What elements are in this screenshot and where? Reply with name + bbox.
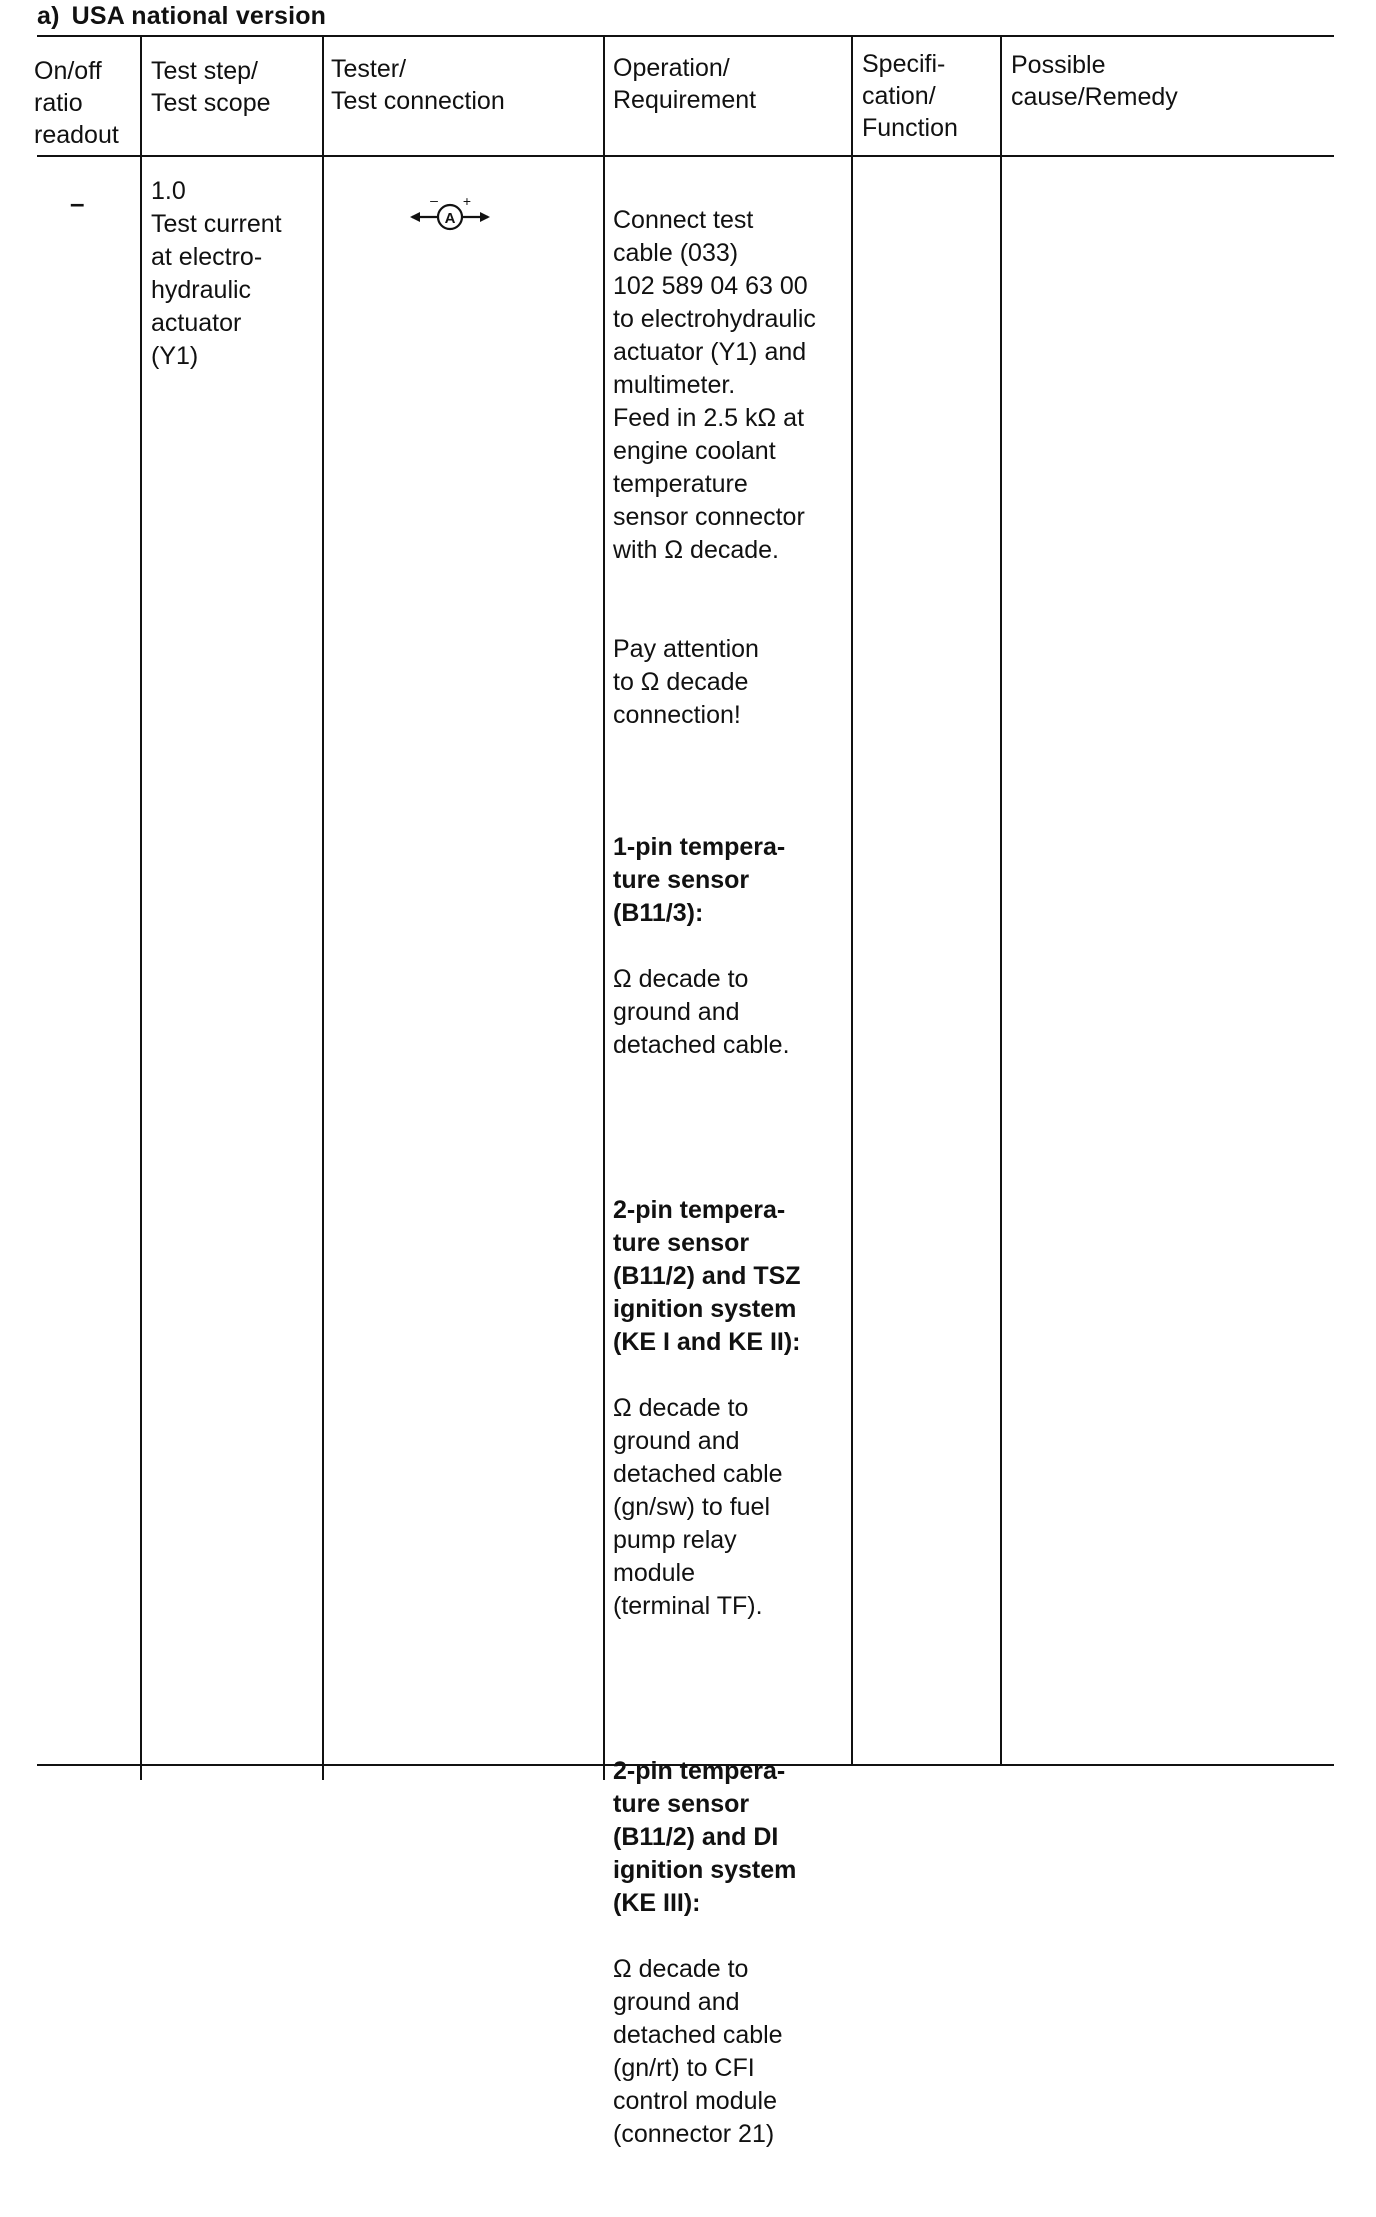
sensor-case-3 (613, 1722, 849, 2184)
sensor-case-1 (613, 798, 849, 1095)
sensor-case-2 (613, 1161, 849, 1656)
column-divider-3 (603, 35, 605, 1780)
sensor-case-1-heading: 1-pin tempera- ture sensor (B11/3): (613, 833, 786, 927)
header-remedy: Possible cause/Remedy (1011, 51, 1178, 111)
header-bottom-rule (37, 155, 1334, 157)
operation-cell (613, 171, 849, 2217)
readout-value: – (70, 188, 85, 218)
table-top-rule (37, 35, 1334, 37)
test-step-cell: 1.0 Test current at electro- hydraulic actuator (Y1) (151, 177, 282, 370)
sensor-case-3-text: Ω decade to ground and detached cable (gn/rt) to CFI control module (connector 21) (613, 1955, 783, 2148)
sensor-case-2-heading: 2-pin tempera- ture sensor (B11/2) and TSZ ignition system (KE I and KE II): (613, 1196, 801, 1356)
operation-intro: Connect test cable (033) 102 589 04 63 00 to electrohydraulic actuator (Y1) and multimeter. Feed in 2.5 kΩ at engine coolant temperature sensor connector with Ω decade. (613, 206, 816, 564)
header-tester: Tester/ Test connection (331, 55, 505, 115)
sensor-case-1-text: Ω decade to ground and detached cable. (613, 965, 790, 1059)
column-divider-4 (851, 35, 853, 1765)
column-divider-1 (140, 35, 142, 1780)
column-divider-5 (1000, 35, 1002, 1765)
ammeter-icon (410, 192, 490, 236)
column-divider-2 (322, 35, 324, 1780)
sensor-case-2-text: Ω decade to ground and detached cable (gn/sw) to fuel pump relay module (terminal TF). (613, 1394, 783, 1620)
operation-note: Pay attention to Ω decade connection! (613, 635, 759, 729)
header-test-step: Test step/ Test scope (151, 57, 271, 117)
header-operation: Operation/ Requirement (613, 54, 757, 114)
section-label: a) (37, 2, 60, 30)
header-specification: Specifi- cation/ Function (862, 50, 958, 142)
ammeter-minus: – (430, 192, 438, 208)
header-readout: On/off ratio readout (34, 57, 119, 149)
sensor-case-3-heading: 2-pin tempera- ture sensor (B11/2) and DI ignition system (KE III): (613, 1757, 797, 1917)
section-title: USA national version (71, 2, 327, 30)
section-heading (37, 2, 326, 31)
ammeter-plus: + (462, 193, 472, 209)
ammeter-letter: A (444, 210, 456, 227)
